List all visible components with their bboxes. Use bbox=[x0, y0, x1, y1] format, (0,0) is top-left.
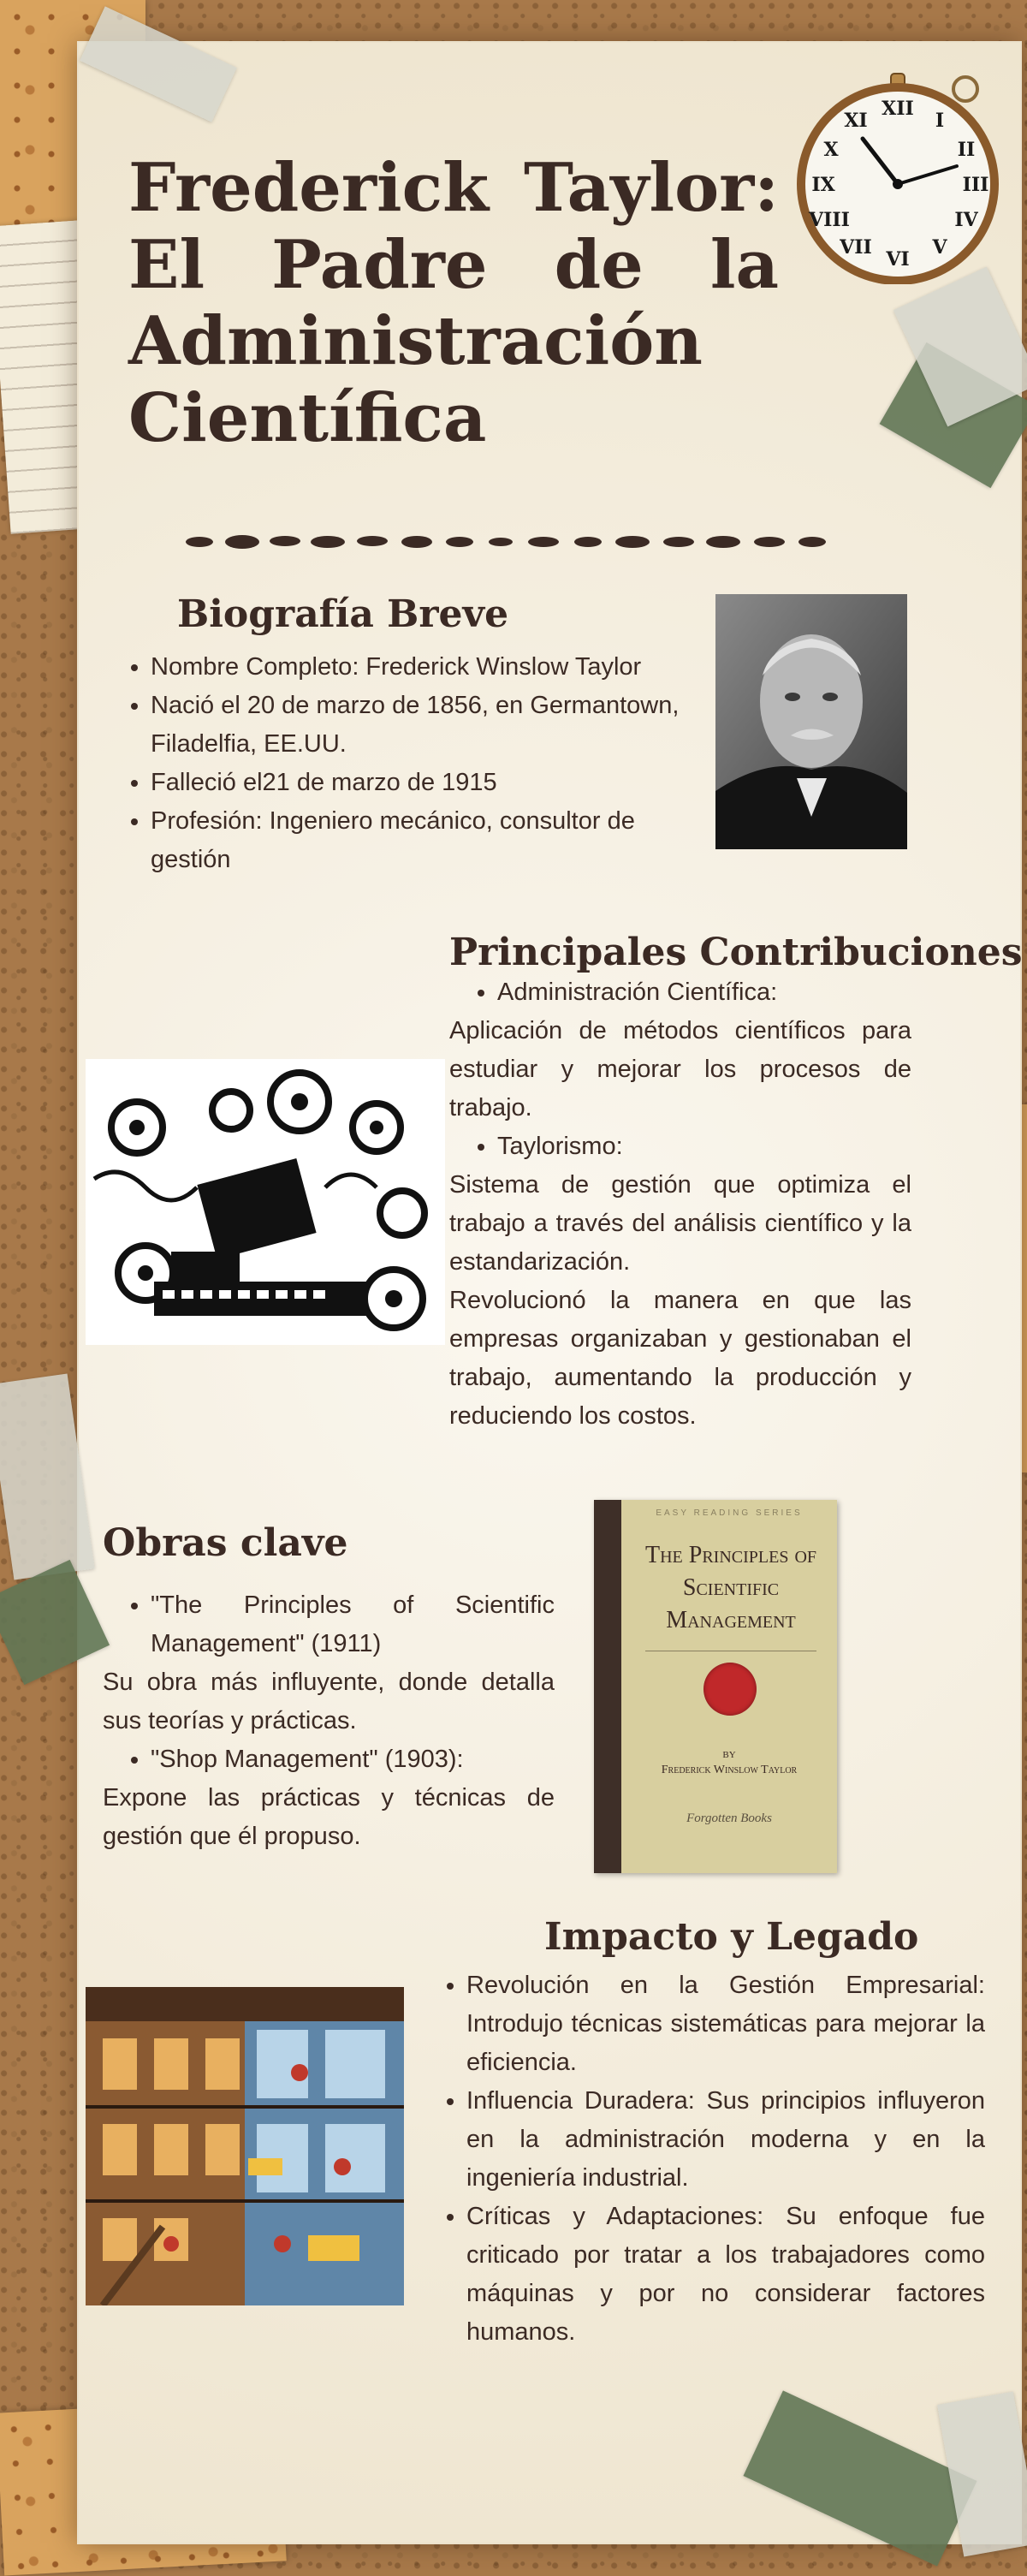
book-series: EASY READING SERIES bbox=[656, 1508, 803, 1518]
gears-worker-illustration bbox=[86, 1059, 445, 1345]
contribucion-desc-1: Aplicación de métodos científicos para estudiar y mejorar los procesos de trabajo. bbox=[449, 1017, 911, 1121]
svg-text:VI: VI bbox=[886, 248, 910, 271]
list-item: • "Shop Management" (1903): bbox=[151, 1740, 555, 1779]
svg-text:II: II bbox=[957, 139, 976, 161]
svg-text:VII: VII bbox=[840, 236, 872, 259]
obra-desc-1: Su obra más influyente, donde detalla sus teorías y prácticas. bbox=[103, 1669, 555, 1734]
page-title: Frederick Taylor: El Padre de la Administración Científica bbox=[128, 149, 779, 458]
clock-icon bbox=[794, 70, 1001, 284]
svg-text:XI: XI bbox=[844, 110, 868, 132]
book-title: The Principles of Scientific Management bbox=[644, 1542, 817, 1633]
list-item: • Nombre Completo: Frederick Winslow Taylor bbox=[151, 648, 685, 687]
heading-obras: Obras clave bbox=[103, 1521, 348, 1565]
list-item: • Administración Científica: bbox=[497, 973, 911, 1012]
contribuciones-text bbox=[449, 973, 911, 1436]
list-item: • Profesión: Ingeniero mecánico, consultor de gestión bbox=[151, 802, 685, 879]
impacto-list bbox=[419, 1966, 985, 2352]
svg-text:IX: IX bbox=[811, 174, 835, 196]
obras-text bbox=[103, 1586, 555, 1856]
svg-text:V: V bbox=[932, 236, 947, 259]
book-by: BY bbox=[722, 1750, 736, 1760]
industrial-evolution-illustration bbox=[86, 1987, 404, 2305]
heading-impacto: Impacto y Legado bbox=[544, 1915, 919, 1959]
heading-biografia: Biografía Breve bbox=[177, 592, 509, 636]
contribucion-desc-2: Sistema de gestión que optimiza el trabajo a través del análisis científico y la estandarización. bbox=[449, 1171, 911, 1276]
list-item: • Críticas y Adaptaciones: Su enfoque fue criticado por tratar a los trabajadores como máquinas y por no considerar factores humanos. bbox=[466, 2198, 985, 2352]
heading-contribuciones: Principales Contribuciones bbox=[449, 931, 1023, 974]
list-item: • Taylorismo: bbox=[497, 1127, 911, 1166]
biografia-list bbox=[103, 648, 685, 879]
list-item: • Revolución en la Gestión Empresarial: Introdujo técnicas sistemáticas para mejorar la eficiencia. bbox=[466, 1966, 985, 2082]
svg-text:X: X bbox=[823, 139, 839, 161]
taylor-portrait bbox=[715, 594, 907, 849]
svg-text:XII: XII bbox=[882, 98, 914, 120]
list-item: • "The Principles of Scientific Management" (1911) bbox=[151, 1586, 555, 1663]
list-item: • Nació el 20 de marzo de 1856, en Germantown, Filadelfia, EE.UU. bbox=[151, 687, 685, 764]
svg-text:VIII: VIII bbox=[809, 209, 850, 231]
contribucion-desc-3: Revolucionó la manera en que las empresas organizaban y gestionaban el trabajo, aumentando la producción y reduciendo los costos. bbox=[449, 1287, 911, 1430]
wax-seal-icon bbox=[703, 1663, 757, 1716]
svg-text:IV: IV bbox=[954, 209, 978, 231]
title-divider bbox=[184, 531, 826, 553]
svg-text:I: I bbox=[935, 110, 945, 132]
list-item: • Falleció el21 de marzo de 1915 bbox=[151, 764, 685, 802]
book-cover bbox=[594, 1500, 837, 1873]
obra-desc-2: Expone las prácticas y técnicas de gestión que él propuso. bbox=[103, 1784, 555, 1850]
svg-text:III: III bbox=[962, 174, 989, 196]
book-publisher: Forgotten Books bbox=[686, 1812, 772, 1825]
book-spine bbox=[594, 1500, 621, 1873]
book-author: Frederick Winslow Taylor bbox=[661, 1764, 798, 1776]
list-item: • Influencia Duradera: Sus principios influyeron en la administración moderna y en la ingeniería industrial. bbox=[466, 2082, 985, 2198]
